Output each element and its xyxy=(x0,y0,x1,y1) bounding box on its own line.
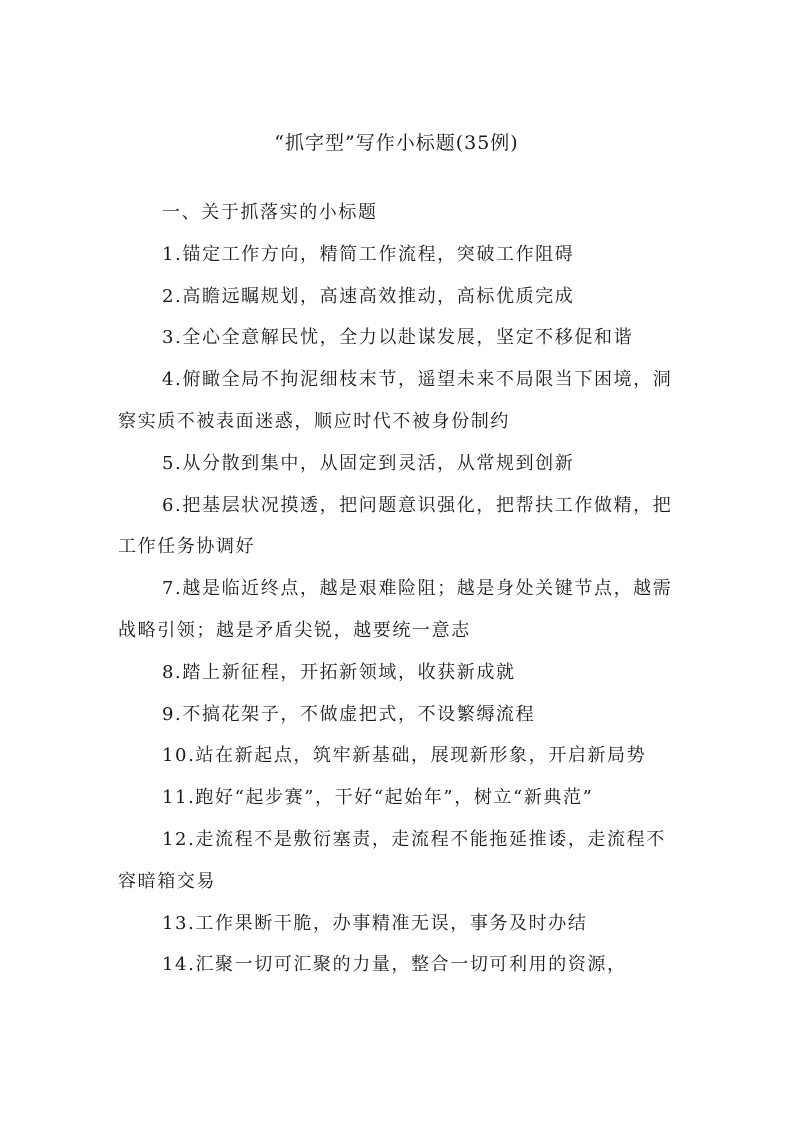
section-heading: 一、关于抓落实的小标题 xyxy=(162,202,378,223)
list-item: 4.俯瞰全局不拘泥细枝末节，遥望未来不局限当下困境，洞察实质不被表面迷惑，顺应时代不被身份制约 xyxy=(118,369,673,432)
list-item: 2.高瞻远瞩规划，高速高效推动，高标优质完成 xyxy=(162,285,575,307)
list-item: 9.不搞花架子，不做虚把式，不设繁缛流程 xyxy=(162,703,536,725)
document-title: “抓字型”写作小标题(35例) xyxy=(274,132,519,154)
list-item: 7.越是临近终点，越是艰难险阻；越是身处关键节点，越需战略引领；越是矛盾尖锐，越要统一意志 xyxy=(118,578,673,641)
list-item: 13.工作果断干脆，办事精准无误，事务及时办结 xyxy=(162,912,588,934)
list-item: 8.踏上新征程，开拓新领域，收获新成就 xyxy=(162,661,516,683)
list-item: 14.汇聚一切可汇聚的力量，整合一切可利用的资源， xyxy=(162,954,627,976)
list-item: 5.从分散到集中，从固定到灵活，从常规到创新 xyxy=(162,452,575,474)
list-item: 3.全心全意解民忧，全力以赴谋发展，坚定不移促和谐 xyxy=(162,327,634,349)
list-item: 10.站在新起点，筑牢新基础，展现新形象，开启新局势 xyxy=(162,745,647,767)
list-item: 1.锚定工作方向，精简工作流程，突破工作阻碍 xyxy=(162,243,575,265)
list-item: 6.把基层状况摸透，把问题意识强化，把帮扶工作做精，把工作任务协调好 xyxy=(118,494,673,558)
document-body xyxy=(118,192,678,986)
list-item: 12.走流程不是敷衍塞责，走流程不能拖延推诿，走流程不容暗箱交易 xyxy=(118,828,666,892)
list-item: 11.跑好“起步赛”，干好“起始年”，树立“新典范” xyxy=(162,787,594,809)
